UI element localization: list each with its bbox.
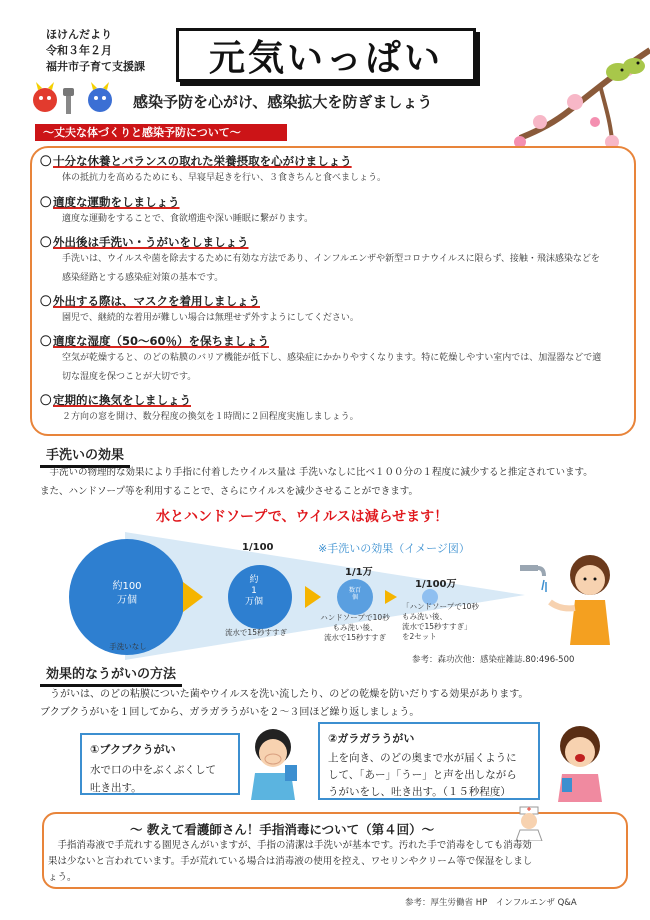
subtitle: 感染予防を心がけ、感染拡大を防ぎましょう [133,93,433,111]
virus-count-soap: 数百 個 [348,587,361,601]
handwash-reference: 参考：森功次他：感染症雑誌.80:496-500 [412,655,575,665]
tip-heading: 定期的に換気をしましょう [53,393,191,407]
bukubuku-line: 水で口の中をぶくぶくして [90,764,216,776]
handwash-emphasis: 水とハンドソープで、ウイルスは減らせます！ [156,509,449,525]
tip-rest-nutrition [40,153,620,188]
tip-exercise [40,194,620,229]
child-washing-hands-illustration [520,550,630,650]
fraction-water: 1/100 [242,542,274,553]
tip-humidity [40,333,620,387]
bullet-circle: 〇 [40,195,52,209]
bullet-circle: 〇 [40,294,52,308]
nurse-reference: 参考：厚生労働省 HP インフルエンザ Q&A [405,898,577,908]
section-ribbon: ～丈夫な体づくりと感染予防について～ [35,124,287,141]
caption-none: 手洗いなし [109,642,147,651]
tip-heading: 適度な湿度（50～60％）を保ちましょう [53,334,270,348]
garagara-line: して、「あー」「うー」と声を出しながら [328,769,517,781]
tip-body: 体の抵抗力を高めるためにも、早寝早起きを行い、３食きちんと食べましょう。 [62,173,387,183]
garagara-box [318,722,540,800]
tip-heading: 外出後は手洗い・うがいをしましょう [53,235,249,249]
virus-count-none: 約100 万個 [112,581,142,606]
fraction-soap-twice: 1/100万 [415,579,457,590]
handwash-para-2: また、ハンドソープ等を利用することで、さらにウイルスを減少させることができます。 [40,486,419,497]
tip-ventilation [40,392,620,427]
handwash-heading: 手洗いの効果 [40,442,130,468]
nurse-line: ょう。 [48,872,77,883]
tip-heading: 外出する際は、マスクを着用しましょう [53,294,260,308]
title-box [176,28,476,82]
tip-body-line: 切な湿度を保つことが大切です。 [62,372,197,382]
issue-date: 令和３年２月 [46,44,112,57]
image-note: ※手洗いの効果（イメージ図） [318,542,470,555]
caption-soap-twice: 「ハンドソープで10秒 もみ洗い後、 流水で15秒すすぎ」 を2セット [402,602,479,641]
garagara-line: うがいをし、吐き出す。（１５秒程度） [328,786,511,798]
tip-body-line: 感染経路とする感染症対策の基本です。 [62,273,224,283]
garagara-title: ②ガラガラうがい [328,732,415,745]
fraction-soap: 1/1万 [345,567,373,578]
nurse-line: 手指消毒液で手荒れする園児さんがいますが、手指の清潔は手洗いが基本です。汚れた手で消毒をしても消毒効 [48,840,532,851]
bullet-circle: 〇 [40,393,52,407]
nurse-body [48,838,622,886]
gargle-para-1: うがいは、のどの粘膜についた菌やウイルスを洗い流したり、のどの乾燥を防いだりする効果があります。 [40,689,529,700]
publisher: 福井市子育て支援課 [46,60,145,73]
nurse-illustration [510,805,548,841]
garagara-line: 上を向き、のどの奥まで水が届くように [328,752,517,764]
bullet-circle: 〇 [40,154,52,168]
tip-body: 適度な運動をすることで、食欲増進や深い睡眠に繋がります。 [62,214,314,224]
bullet-circle: 〇 [40,235,52,249]
header-meta [46,27,145,75]
bukubuku-title: ①ブクブクうがい [90,743,176,756]
tip-mask [40,293,620,328]
bullet-circle: 〇 [40,334,52,348]
newsletter-name: ほけんだより [46,28,112,41]
gargle-para-2: ブクブクうがいを１回してから、ガラガラうがいを２～３回ほど繰り返しましょう。 [40,707,420,718]
oni-demon-illustration [30,78,120,118]
tip-heading: 十分な休養とバランスの取れた栄養摂取を心がけましょう [53,154,352,168]
gargle-heading: 効果的なうがいの方法 [40,661,182,687]
virus-count-water: 約 1 万個 [245,575,264,607]
tip-handwash-gargle [40,234,620,288]
page-title: 元気いっぱい [208,37,443,79]
tip-body-line: 空気が乾燥すると、のどの粘膜のバリア機能が低下し、感染症にかかりやすくなります。特に乾燥しやすい室内では、加湿器などで適 [62,353,602,363]
child-bukubuku-illustration [245,725,305,800]
nurse-line: 果は少ないと言われています。手が荒れている場合は消毒液の使用を控え、ワセリンやクリーム等で保湿をしまし [48,856,533,867]
tip-heading: 適度な運動をしましょう [53,195,180,209]
bukubuku-line: 吐き出す。 [90,782,142,794]
child-garagara-illustration [550,722,610,802]
caption-soap: ハンドソープで10秒 もみ洗い後、 流水で15秒すすぎ [320,613,390,642]
caption-water: 流水で15秒すすぎ [224,628,288,637]
bukubuku-box [80,733,240,795]
tip-body: 園児で、継続的な着用が難しい場合は無理せず外すようにしてください。 [62,313,359,323]
handwash-para-1: 手洗いの物理的な効果により手指に付着したウイルス量は 手洗いなしに比べ１００分の１程度に減少すると推定されています。 [40,467,593,478]
nurse-title: ～ 教えて看護師さん！手指消毒について（第４回）～ [130,822,435,837]
tip-body-line: 手洗いは、ウイルスや菌を除去するために有効な方法であり、インフルエンザや新型コロナウイルスに限らず、接触・飛沫感染などを [62,254,600,264]
tip-body: ２方向の窓を開け、数分程度の換気を１時間に２回程度実施しましょう。 [62,412,359,422]
